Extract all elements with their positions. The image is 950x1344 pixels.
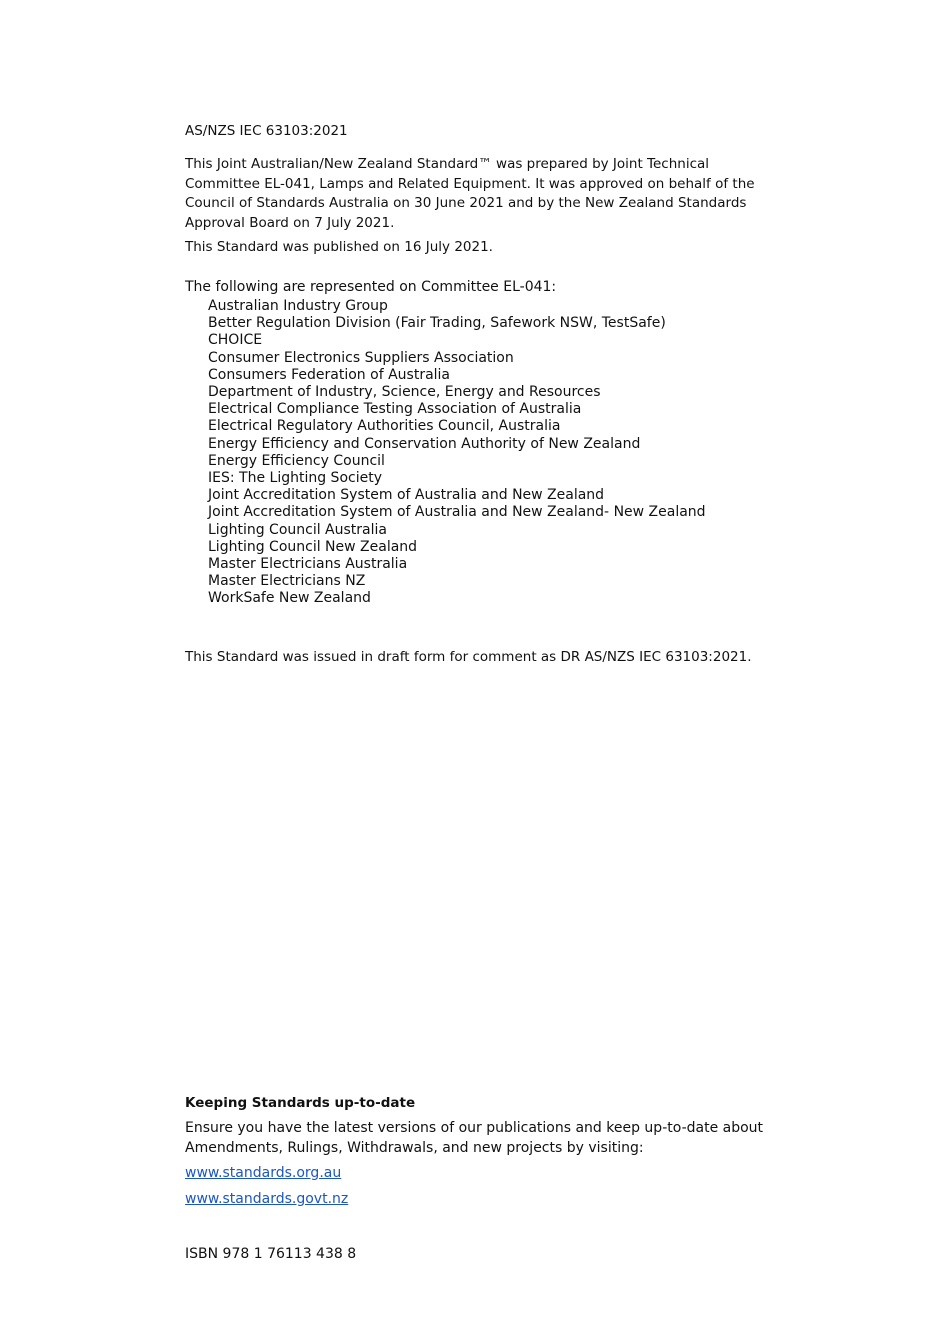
committee-member: Master Electricians NZ [208,573,366,590]
committee-member: Department of Industry, Science, Energy and Resources [208,384,601,401]
committee-member: Consumers Federation of Australia [208,366,451,383]
committee-member: Joint Accreditation System of Australia and New Zealand- New Zealand [208,504,706,521]
committee-member: CHOICE [208,332,263,349]
isbn: ISBN 978 1 76113 438 8 [185,1246,357,1262]
standards-new-zealand-link[interactable]: www.standards.govt.nz [185,1191,349,1207]
preparation-paragraph: This Joint Australian/New Zealand Standard™ was prepared by Joint Technical Committee EL-041, Lamps and Related Equipment. It was approved on behalf of the Council of Standards Australia on 30 June 2021 and by the New Zealand Standards Approval Board on 7 July 2021. [185,156,755,231]
keeping-up-to-date-body: Ensure you have the latest versions of our publications and keep up-to-date about Amendments, Rulings, Withdrawals, and new projects by visiting: [185,1120,764,1156]
draft-note: This Standard was issued in draft form for comment as DR AS/NZS IEC 63103:2021. [185,649,752,665]
committee-member: Lighting Council Australia [208,521,387,538]
committee-member-list [208,298,706,608]
committee-member: Australian Industry Group [208,298,388,314]
committee-member: Lighting Council New Zealand [208,538,418,555]
committee-member: Electrical Regulatory Authorities Council, Australia [208,418,561,435]
committee-member: Better Regulation Division (Fair Trading, Safework NSW, TestSafe) [208,315,666,332]
committee-member: WorkSafe New Zealand [208,590,371,607]
committee-member: Consumer Electronics Suppliers Association [208,349,514,366]
committee-member: Electrical Compliance Testing Association of Australia [208,401,582,418]
committee-member: Master Electricians Australia [208,556,408,573]
published-statement: This Standard was published on 16 July 2021. [185,239,493,255]
committee-heading: The following are represented on Committee EL-041: [185,279,557,295]
committee-member: Energy Efficiency and Conservation Authority of New Zealand [208,435,641,452]
standard-number: AS/NZS IEC 63103:2021 [185,123,348,139]
committee-member: Joint Accreditation System of Australia and New Zealand [208,487,605,504]
standards-australia-link[interactable]: www.standards.org.au [185,1165,342,1181]
keeping-up-to-date-heading: Keeping Standards up-to-date [185,1095,416,1111]
committee-member: IES: The Lighting Society [208,470,382,487]
committee-member: Energy Efficiency Council [208,452,385,469]
